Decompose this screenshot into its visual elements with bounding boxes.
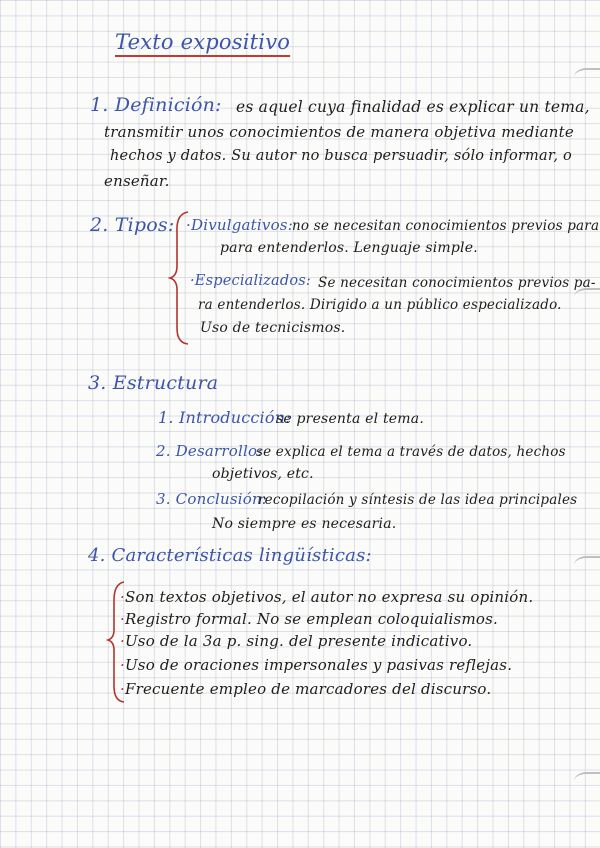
especializados-line-3: Uso de tecnicismos.: [200, 320, 346, 336]
definicion-heading: 1. Definición:: [90, 94, 222, 116]
binder-hole: [574, 772, 600, 790]
divulgativos-label: ·Divulgativos:: [186, 216, 293, 234]
binder-hole: [574, 556, 600, 574]
introduccion-text: se presenta el tema.: [276, 411, 424, 427]
especializados-line-1: Se necesitan conocimientos previos pa-: [318, 275, 596, 291]
introduccion-label: 1. Introducción:: [158, 408, 291, 427]
caracteristica-item: ·Uso de la 3a p. sing. del presente indicativo.: [120, 632, 473, 650]
caracteristica-item: ·Son textos objetivos, el autor no expresa su opinión.: [120, 588, 534, 606]
definicion-line-2: transmitir unos conocimientos de manera objetiva mediante: [104, 123, 574, 141]
conclusion-label: 3. Conclusión:: [156, 490, 268, 508]
caracteristica-item: ·Registro formal. No se emplean coloquialismos.: [120, 610, 498, 628]
definicion-line-1: es aquel cuya finalidad es explicar un tema,: [236, 98, 590, 116]
binder-hole: [574, 68, 600, 86]
page-title: Texto expositivo: [115, 30, 291, 54]
conclusion-text-2: No siempre es necesaria.: [212, 516, 397, 532]
divulgativos-line-2: para entenderlos. Lenguaje simple.: [220, 240, 478, 256]
estructura-heading: 3. Estructura: [88, 372, 219, 394]
definicion-line-3: hechos y datos. Su autor no busca persuadir, sólo informar, o: [110, 148, 572, 164]
desarrollo-text-2: objetivos, etc.: [212, 466, 314, 482]
tipos-heading: 2. Tipos:: [90, 214, 175, 236]
caracteristica-item: ·Frecuente empleo de marcadores del discurso.: [120, 680, 492, 698]
especializados-line-2: ra entenderlos. Dirigido a un público especializado.: [198, 297, 562, 313]
desarrollo-label: 2. Desarrollo:: [156, 442, 263, 460]
divulgativos-line-1: no se necesitan conocimientos previos para: [292, 218, 600, 234]
conclusion-text-1: recopilación y síntesis de las idea principales: [258, 492, 578, 508]
caracteristicas-heading: 4. Características lingüísticas:: [88, 545, 372, 566]
definicion-line-4: enseñar.: [104, 172, 170, 190]
especializados-label: ·Especializados:: [190, 273, 311, 289]
desarrollo-text-1: se explica el tema a través de datos, hechos: [256, 444, 566, 460]
caracteristica-item: ·Uso de oraciones impersonales y pasivas reflejas.: [120, 656, 513, 674]
